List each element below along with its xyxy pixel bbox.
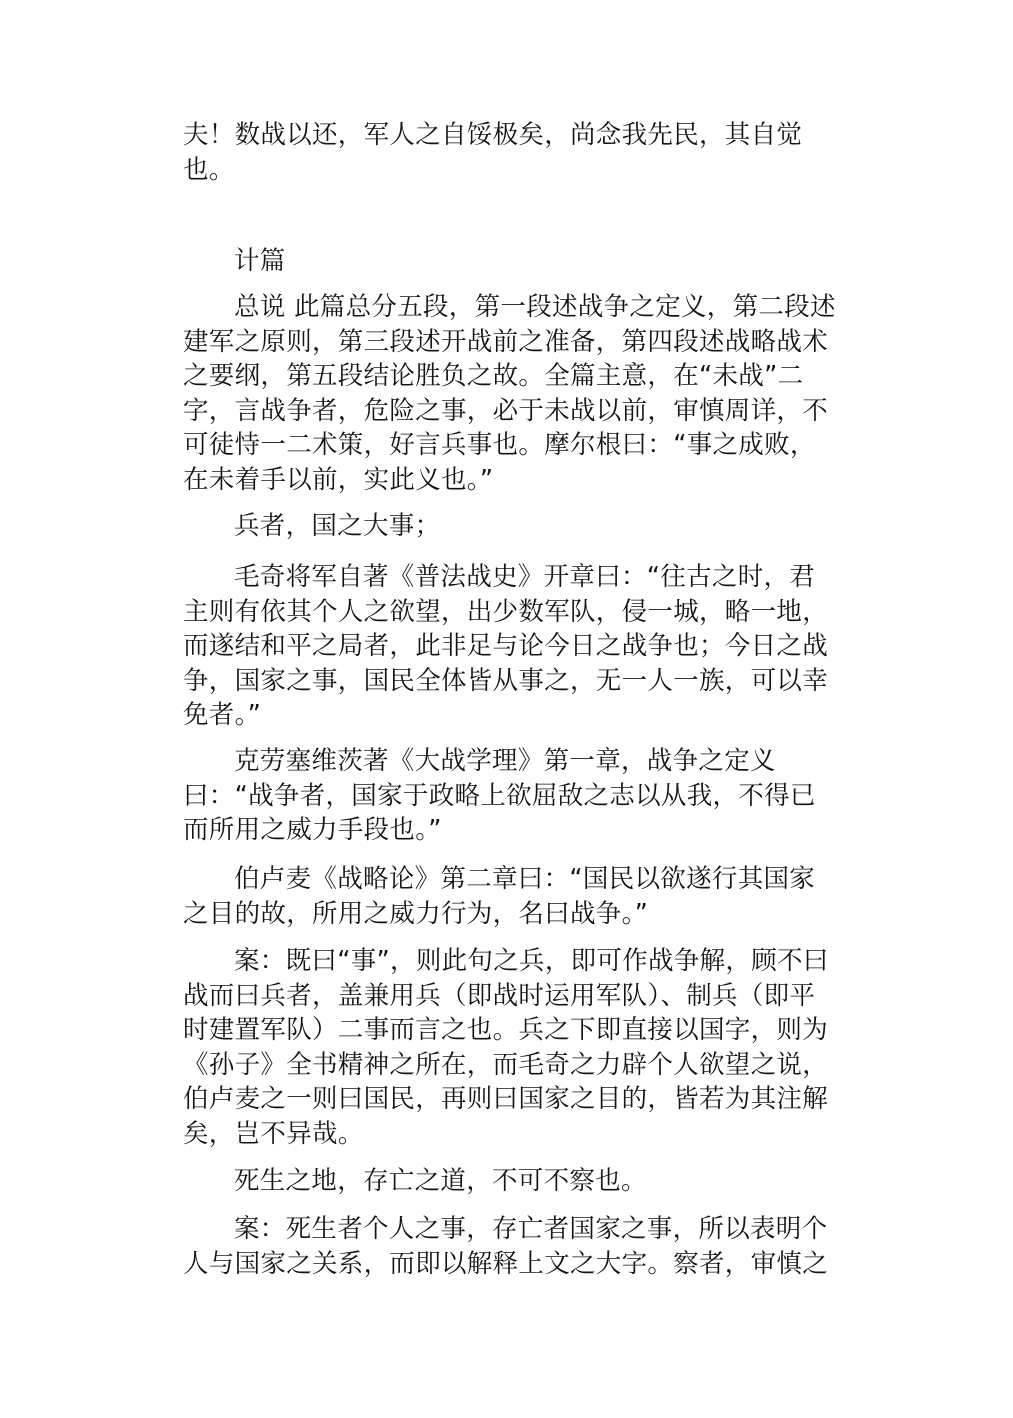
text-line: 克劳塞维茨著《大战学理》第一章，战争之定义 [234, 746, 776, 776]
text-line: 可徒恃一二术策，好言兵事也。摩尔根曰：“事之成败， [183, 430, 816, 460]
text-line: 之目的故，所用之威力行为，名曰战争。” [183, 898, 649, 929]
text-line: 争，国家之事，国民全体皆从事之，无一人一族，可以幸 [183, 665, 829, 696]
paragraph-verse-2 [183, 1164, 833, 1199]
text-line: 建军之原则，第三段述开战前之准备，第四段述战略战术 [183, 326, 829, 357]
text-line: 在未着手以前，实此义也。” [183, 464, 494, 495]
paragraph-clausewitz [183, 744, 833, 848]
paragraph-moltke [183, 560, 833, 733]
text-line: 案：死生者个人之事，存亡者国家之事，所以表明个 [234, 1214, 828, 1244]
text-line: 也。 [183, 154, 235, 185]
text-line: 曰：“战争者，国家于政略上欲屈敌之志以从我，不得已 [183, 780, 816, 811]
text-line: 免者。” [183, 700, 262, 730]
text-line: 人与国家之关系，而即以解释上文之大字。察者，审慎之 [183, 1248, 829, 1279]
text-line: 而所用之威力手段也。” [183, 815, 442, 845]
paragraph-commentary-1 [183, 944, 833, 1151]
paragraph-overview [183, 290, 836, 497]
paragraph-intro-ending [183, 118, 833, 187]
text-line: 字，言战争者，危险之事，必于未战以前，审慎周详，不 [183, 395, 829, 426]
text-line: 而遂结和平之局者，此非足与论今日之战争也；今日之战 [183, 631, 829, 661]
text-line: 毛奇将军自著《普法战史》开章曰：“往古之时，君 [234, 562, 816, 592]
text-line: 死生之地，存亡之道，不可不察也。 [234, 1166, 647, 1196]
paragraph-verse-1 [183, 509, 833, 544]
section-heading [183, 244, 833, 279]
text-line: 战而曰兵者，盖兼用兵（即战时运用军队）、制兵（即平 [183, 980, 816, 1011]
text-line: 主则有依其个人之欲望，出少数军队，侵一城，略一地， [183, 596, 829, 627]
text-line: 时建置军队）二事而言之也。兵之下即直接以国字，则为 [183, 1015, 829, 1045]
paragraph-commentary-2 [183, 1212, 833, 1281]
text-line: 伯卢麦之一则曰国民，再则曰国家之目的，皆若为其注解 [183, 1084, 829, 1114]
text-line: 之要纲，第五段结论胜负之故。全篇主意，在“未战”二 [183, 361, 804, 391]
text-line: 《孙子》全书精神之所在，而毛奇之力辟个人欲望之说， [183, 1049, 829, 1080]
text-line: 伯卢麦《战略论》第二章曰：“国民以欲遂行其国家 [234, 864, 816, 894]
text-line: 兵者，国之大事； [234, 511, 441, 541]
text-line: 夫！数战以还，军人之自馁极矣，尚念我先民，其自觉 [183, 120, 803, 150]
section-title: 计篇 [234, 246, 286, 276]
text-line: 案：既曰“事”，则此句之兵，即可作战争解，顾不曰 [234, 946, 829, 976]
paragraph-blume [183, 862, 833, 931]
text-line: 总说 此篇总分五段，第一段述战争之定义，第二段述 [234, 292, 836, 322]
text-line: 矣，岂不异哉。 [183, 1118, 364, 1149]
